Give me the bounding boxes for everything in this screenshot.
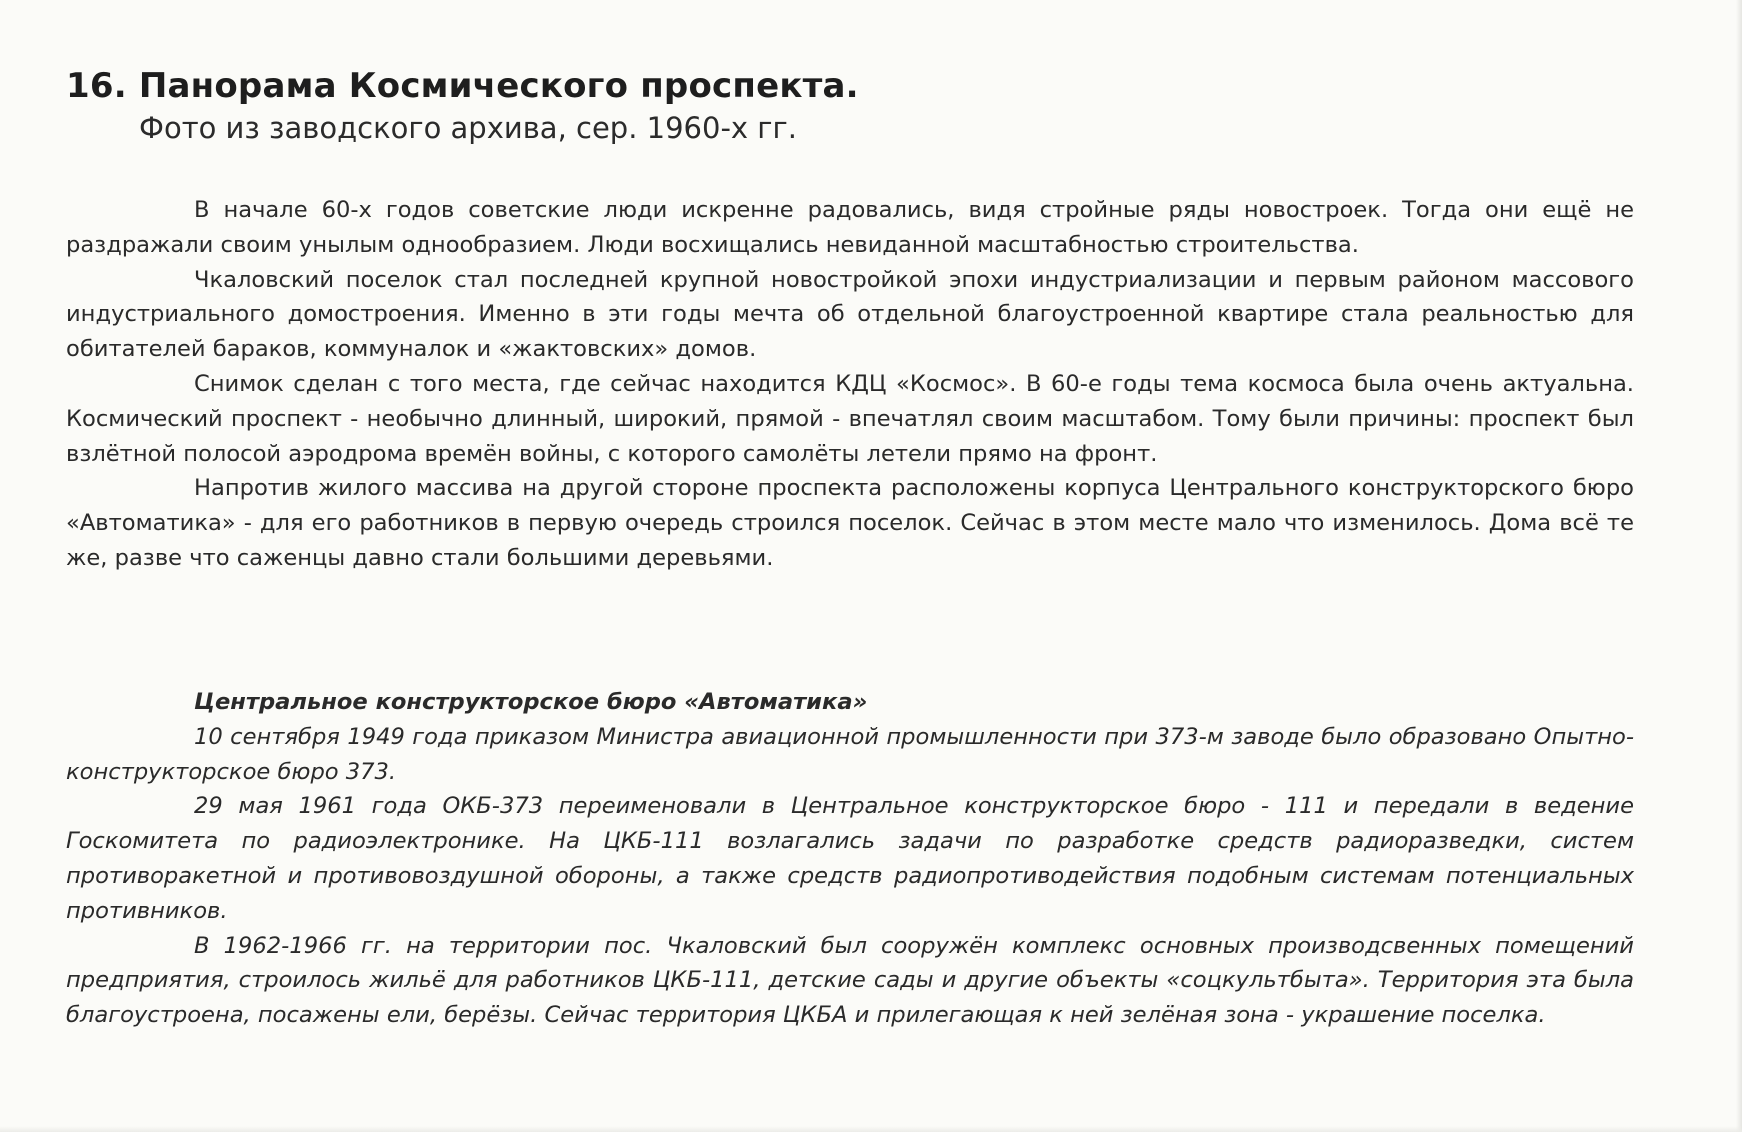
section-tskba xyxy=(66,685,1634,1033)
page-header xyxy=(66,64,1646,148)
section-title: Центральное конструкторское бюро «Автоматика» xyxy=(194,689,868,715)
paragraph: 10 сентября 1949 года приказом Министра авиационной промышленности при 373-м заводе было образовано Опытно-конструкторское бюро 373. xyxy=(66,723,1634,785)
paper-edge xyxy=(0,1126,1742,1132)
main-text xyxy=(66,193,1634,576)
paragraph: 29 мая 1961 года ОКБ-373 переименовали в Центральное конструкторское бюро - 111 и передали в ведение Госкомитета по радиоэлектронике. На ЦКБ-111 возлагались задачи по разработке средств радиоразведки, систем противоракетной и противовоздушной обороны, а также средств радиопротиводействия подобным системам потенциальных противников. xyxy=(66,793,1634,924)
paragraph: В начале 60-х годов советские люди искренне радовались, видя стройные ряды новостроек. Тогда они ещё не раздражали своим унылым однообразием. Люди восхищались невиданной масштабностью строительства. xyxy=(66,197,1634,258)
paragraph: Напротив жилого массива на другой стороне проспекта расположены корпуса Центрального конструкторского бюро «Автоматика» - для его работников в первую очередь строился поселок. Сейчас в этом месте мало что изменилось. Дома всё те же, разве что саженцы давно стали большими деревьями. xyxy=(66,475,1634,571)
paragraph: Чкаловский поселок стал последней крупной новостройкой эпохи индустриализации и первым районом массового индустриального домостроения. Именно в эти годы мечта об отдельной благоустроенной квартире стала реальностью для обитателей бараков, коммуналок и «жактовских» домов. xyxy=(66,266,1634,363)
page-subtitle: Фото из заводского архива, сер. 1960-х гг. xyxy=(139,111,797,145)
paragraph: В 1962-1966 гг. на территории пос. Чкаловский был сооружён комплекс основных производсвенных помещений предприятия, строилось жильё для работников ЦКБ-111, детские сады и другие объекты «соцкультбыта». Территория эта была благоустроена, посажены ели, берёзы. Сейчас территория ЦКБА и прилегающая к ней зелёная зона - украшение поселка. xyxy=(66,932,1634,1029)
page-title: 16. Панорама Космического проспекта. xyxy=(66,66,859,106)
paragraph: Снимок сделан с того места, где сейчас находится КДЦ «Космос». В 60-е годы тема космоса была очень актуальна. Космический проспект - необычно длинный, широкий, прямой - впечатлял своим масштабом. Тому были причины: проспект был взлётной полосой аэродрома времён войны, с которого самолёты летели прямо на фронт. xyxy=(66,370,1634,467)
paper-edge xyxy=(1736,0,1742,1132)
